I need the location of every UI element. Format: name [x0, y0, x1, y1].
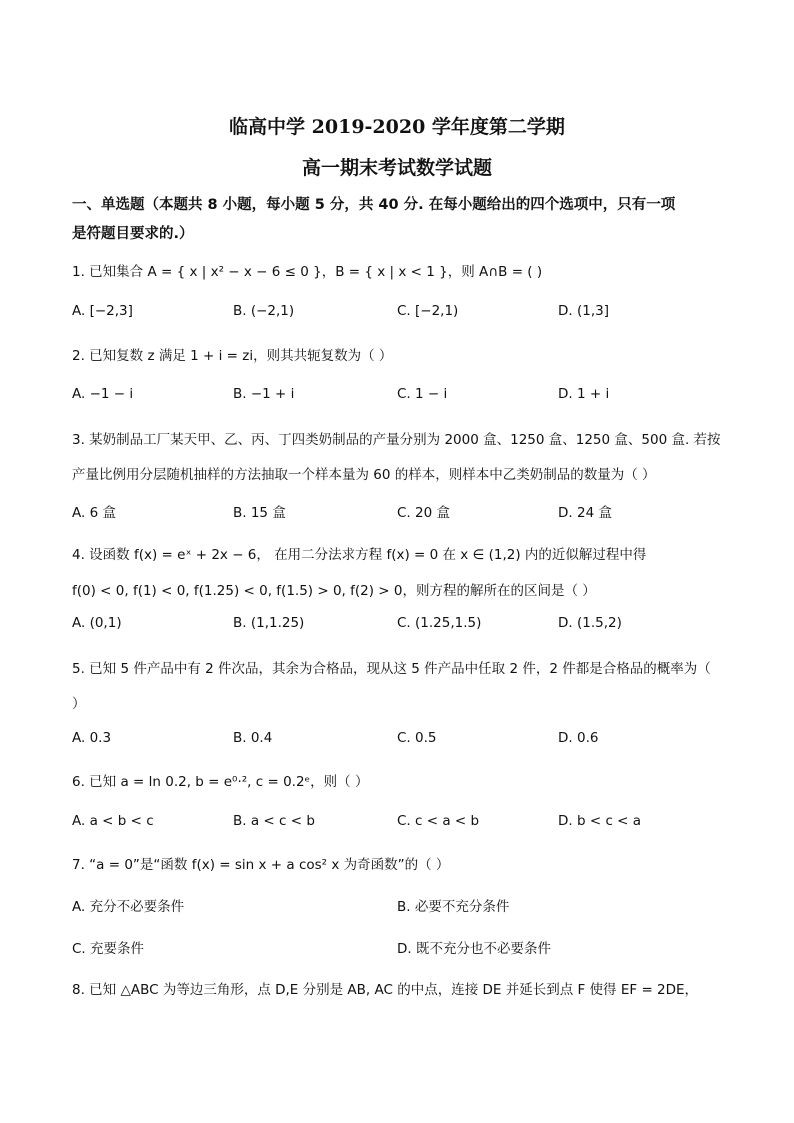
question-3-option-a: A. 6 盒: [72, 505, 116, 521]
question-7-option-c: C. 充要条件: [72, 941, 145, 957]
question-6-option-a: A. a < b < c: [72, 813, 154, 829]
exam-subtitle: 高一期末考试数学试题: [301, 157, 492, 179]
question-4-option-c: C. (1.25,1.5): [397, 615, 482, 631]
question-2-option-d: D. 1 + i: [558, 386, 610, 402]
question-1-option-c: C. [−2,1): [397, 303, 459, 319]
question-4-stem: 4. 设函数 f(x) = eˣ + 2x − 6， 在用二分法求方程 f(x) = 0 在 x ∈ (1,2) 内的近似解过程中得: [72, 547, 647, 563]
question-5-option-d: D. 0.6: [558, 730, 599, 746]
section-heading: 一、单选题（本题共 8 小题，每小题 5 分，共 40 分. 在每小题给出的四个选项中，只有一项: [72, 197, 676, 213]
question-2-option-b: B. −1 + i: [233, 386, 295, 402]
question-7-option-d: D. 既不充分也不必要条件: [397, 941, 551, 957]
section-heading-cont: 是符题目要求的.）: [72, 226, 194, 242]
question-3-option-d: D. 24 盒: [558, 505, 612, 521]
question-1-option-d: D. (1,3]: [558, 303, 609, 319]
question-3-stem-cont: 产量比例用分层随机抽样的方法抽取一个样本量为 60 的样本，则样本中乙类奶制品的数量为（ ）: [72, 467, 656, 483]
exam-title: 临高中学 2019-2020 学年度第二学期: [229, 116, 565, 138]
question-5-option-a: A. 0.3: [72, 730, 112, 746]
question-1-option-b: B. (−2,1): [233, 303, 295, 319]
question-6-option-b: B. a < c < b: [233, 813, 315, 829]
question-6-stem: 6. 已知 a = ln 0.2, b = e⁰·², c = 0.2ᵉ，则（ ）: [72, 774, 369, 790]
question-7-option-a: A. 充分不必要条件: [72, 899, 185, 915]
question-5-option-c: C. 0.5: [397, 730, 437, 746]
question-8-stem: 8. 已知 △ABC 为等边三角形，点 D,E 分别是 AB, AC 的中点，连接 DE 并延长到点 F 使得 EF = 2DE，: [72, 982, 699, 998]
question-5-stem: 5. 已知 5 件产品中有 2 件次品，其余为合格品，现从这 5 件产品中任取 2 件，2 件都是合格品的概率为（: [72, 661, 711, 677]
question-5-option-b: B. 0.4: [233, 730, 273, 746]
question-2-option-a: A. −1 − i: [72, 386, 134, 402]
question-7-stem: 7. “a = 0”是“函数 f(x) = sin x + a cos² x 为奇函数”的（ ）: [72, 857, 450, 873]
question-4-option-d: D. (1.5,2): [558, 615, 622, 631]
question-7-option-b: B. 必要不充分条件: [397, 899, 510, 915]
question-2-option-c: C. 1 − i: [397, 386, 448, 402]
question-2-stem: 2. 已知复数 z 满足 1 + i = zi，则其共轭复数为（ ）: [72, 348, 393, 364]
question-3-stem: 3. 某奶制品工厂某天甲、乙、丙、丁四类奶制品的产量分别为 2000 盒、1250 盒、1250 盒、500 盒. 若按: [72, 432, 721, 448]
question-3-option-c: C. 20 盒: [397, 505, 450, 521]
question-1-option-a: A. [−2,3]: [72, 303, 133, 319]
question-6-option-d: D. b < c < a: [558, 813, 642, 829]
question-4-stem-cont: f(0) < 0, f(1) < 0, f(1.25) < 0, f(1.5) > 0, f(2) > 0，则方程的解所在的区间是（ ）: [72, 583, 596, 599]
question-6-option-c: C. c < a < b: [397, 813, 480, 829]
question-4-option-a: A. (0,1): [72, 615, 122, 631]
question-5-stem-cont: ）: [72, 696, 86, 712]
question-3-option-b: B. 15 盒: [233, 505, 286, 521]
question-4-option-b: B. (1,1.25): [233, 615, 305, 631]
question-1-stem: 1. 已知集合 A = { x | x² − x − 6 ≤ 0 }，B = { x | x < 1 }，则 A∩B = ( ): [72, 264, 543, 280]
